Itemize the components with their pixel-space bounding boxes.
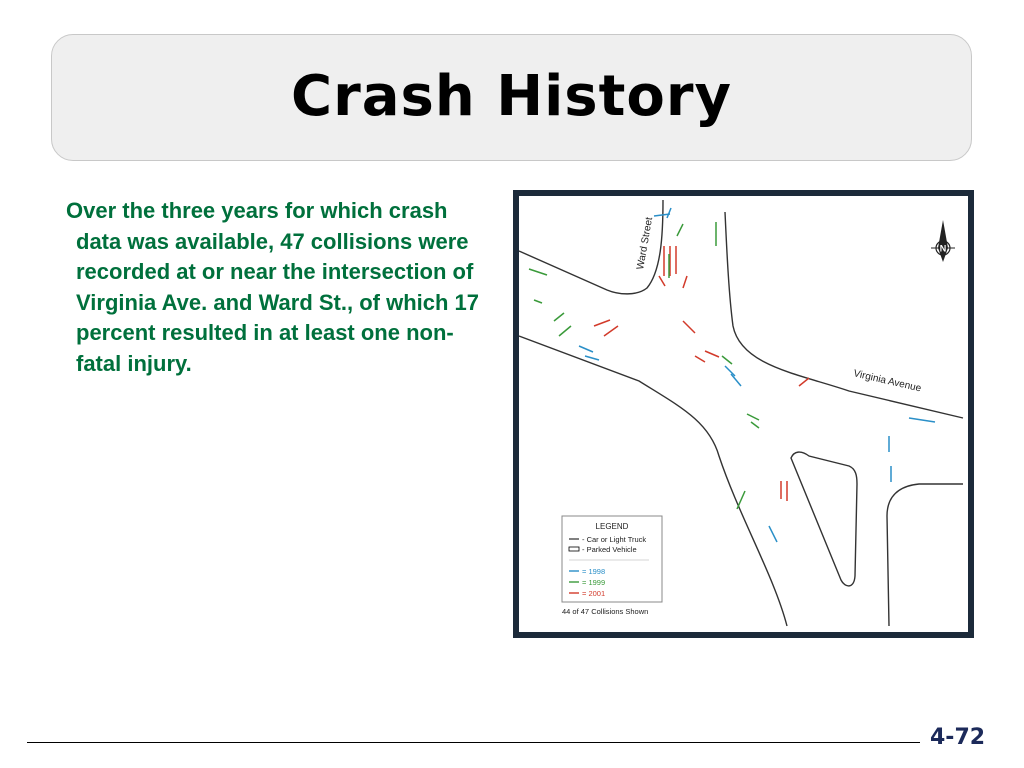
legend-item-1998: = 1998 (582, 567, 606, 576)
intersection-map (519, 196, 968, 632)
footer-divider (27, 742, 920, 743)
legend-caption: 44 of 47 Collisions Shown (562, 607, 649, 616)
map-legend (562, 516, 662, 616)
north-arrow-icon (931, 220, 955, 262)
slide-title: Crash History (291, 64, 732, 129)
legend-item-car: - Car or Light Truck (582, 535, 647, 544)
north-label: N (939, 243, 947, 254)
legend-title: LEGEND (595, 522, 629, 531)
slide-number: 4-72 (930, 725, 986, 750)
title-panel (51, 34, 972, 161)
road-edge-island (791, 452, 857, 586)
body-paragraph: Over the three years for which crash data was available, 47 collisions were recorded at or near the intersection of Virginia Ave. and Ward St., of which 17 percent resulted in at least one non-fatal injury. (66, 198, 480, 376)
legend-item-1999: = 1999 (582, 578, 606, 587)
intersection-diagram (513, 190, 974, 638)
legend-item-parked: - Parked Vehicle (582, 545, 637, 554)
ward-street-label: Ward Street (635, 216, 656, 271)
virginia-avenue-label: Virginia Avenue (852, 368, 923, 395)
road-edge-ward-east (725, 212, 963, 418)
road-edge-east-branch (887, 484, 963, 626)
legend-item-2001: = 2001 (582, 589, 606, 598)
